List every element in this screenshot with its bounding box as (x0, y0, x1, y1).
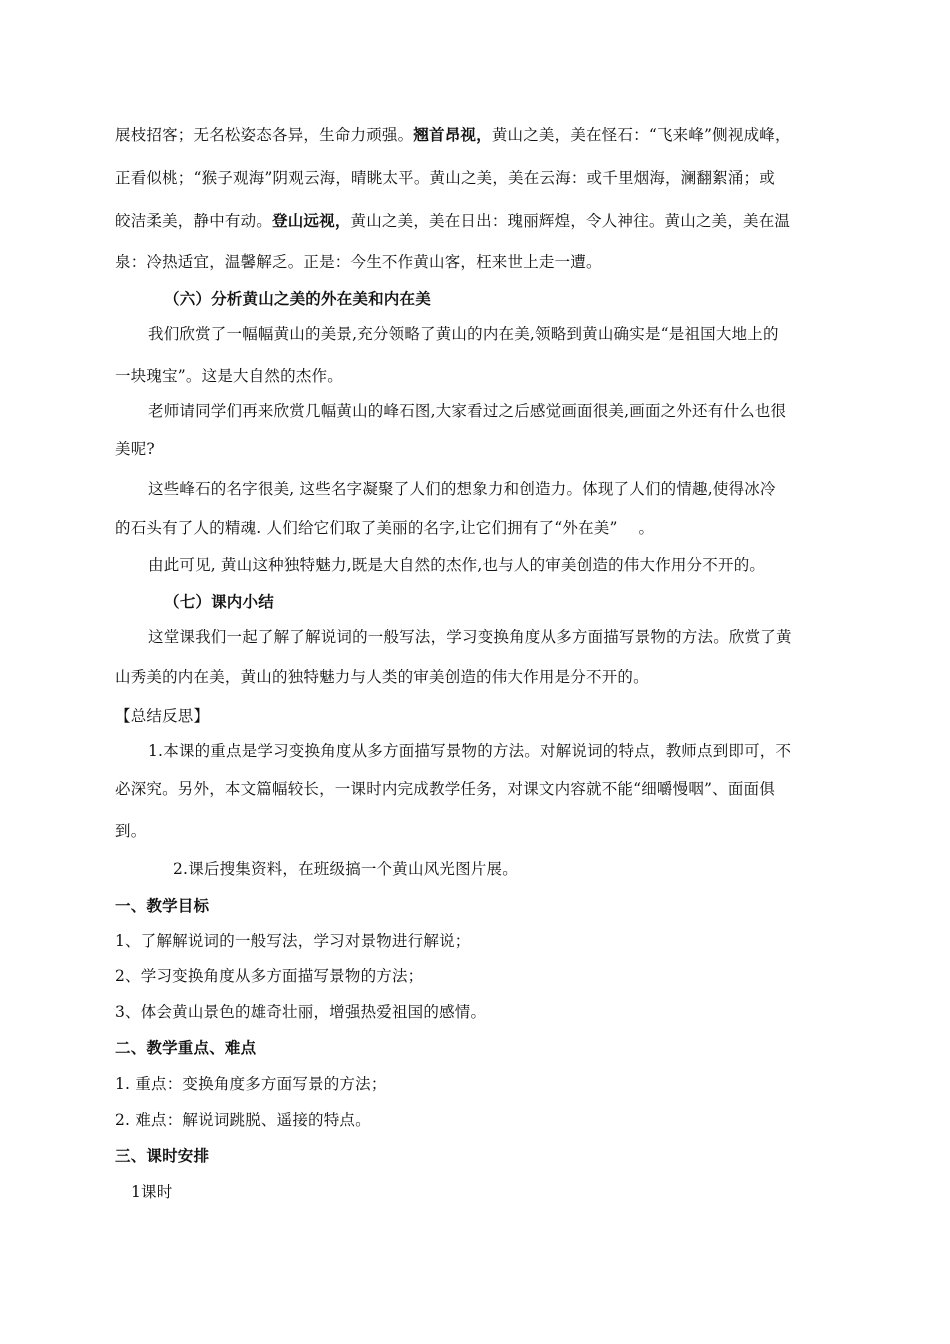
section-heading: 【总结反思】 (115, 707, 210, 725)
list-item: 2. 难点：解说词跳脱、遥接的特点。 (115, 1111, 371, 1129)
paragraph-line: 泉：冷热适宜，温馨解乏。正是：今生不作黄山客，枉来世上走一遭。 (115, 253, 602, 271)
paragraph-line: 2.课后搜集资料，在班级搞一个黄山风光图片展。 (173, 860, 518, 878)
list-item: 1、了解解说词的一般写法，学习对景物进行解说； (115, 932, 471, 950)
text-run: 展枝招客；无名松姿态各异，生命力顽强。 (115, 126, 414, 144)
paragraph-line: 正看似桃；“猴子观海”阴观云海，晴眺太平。黄山之美，美在云海：或千里烟海，澜翻絮涌；或 (115, 169, 775, 187)
paragraph-line: 由此可见, 黄山这种独特魅力,既是大自然的杰作,也与人的审美创造的伟大作用分不开的。 (148, 556, 766, 574)
section-heading: （六）分析黄山之美的外在美和内在美 (164, 289, 431, 308)
paragraph-line: 这堂课我们一起了解了解说词的一般写法，学习变换角度从多方面描写景物的方法。欣赏了黄 (148, 628, 792, 646)
paragraph-line: 美呢? (115, 440, 155, 458)
section-heading: 三、课时安排 (115, 1146, 210, 1165)
section-heading: 一、教学目标 (115, 896, 210, 915)
paragraph-line (115, 211, 790, 231)
paragraph-line: 一块瑰宝”。这是大自然的杰作。 (115, 367, 343, 385)
paragraph-line: 这些峰石的名字很美, 这些名字凝聚了人们的想象力和创造力。体现了人们的情趣,使得冰冷 (148, 480, 776, 498)
paragraph-line: 山秀美的内在美，黄山的独特魅力与人类的审美创造的伟大作用是分不开的。 (115, 668, 649, 686)
paragraph-line: 1课时 (131, 1183, 173, 1201)
text-run: 黄山之美，美在日出：瑰丽辉煌，令人神往。黄山之美，美在温 (350, 212, 791, 230)
section-heading: 二、教学重点、难点 (115, 1038, 257, 1057)
list-item: 3、体会黄山景色的雄奇壮丽，增强热爱祖国的感情。 (115, 1003, 487, 1021)
text-run: 黄山之美，美在怪石：“飞来峰”侧视成峰， (491, 126, 791, 144)
paragraph-line: 到。 (115, 822, 147, 840)
section-heading: （七）课内小结 (164, 592, 274, 611)
paragraph-line: 必深究。另外，本文篇幅较长，一课时内完成教学任务，对课文内容就不能“细嚼慢咽”、面面俱 (115, 780, 775, 798)
text-run: 皎洁柔美，静中有动。 (115, 212, 273, 230)
list-item: 2、学习变换角度从多方面描写景物的方法； (115, 967, 424, 985)
bold-phrase: 翘首昂视， (413, 125, 492, 144)
paragraph-line: 的石头有了人的精魂. 人们给它们取了美丽的名字,让它们拥有了“外在美” 。 (115, 519, 655, 537)
paragraph-line (115, 125, 791, 145)
paragraph-line: 我们欣赏了一幅幅黄山的美景,充分领略了黄山的内在美,领略到黄山确实是“是祖国大地上的 (148, 325, 779, 343)
bold-phrase: 登山远视， (272, 211, 351, 230)
list-item: 1. 重点：变换角度多方面写景的方法； (115, 1075, 387, 1093)
paragraph-line: 1.本课的重点是学习变换角度从多方面描写景物的方法。对解说词的特点，教师点到即可，不 (148, 742, 792, 760)
paragraph-line: 老师请同学们再来欣赏几幅黄山的峰石图,大家看过之后感觉画面很美,画面之外还有什么也很 (148, 402, 787, 420)
